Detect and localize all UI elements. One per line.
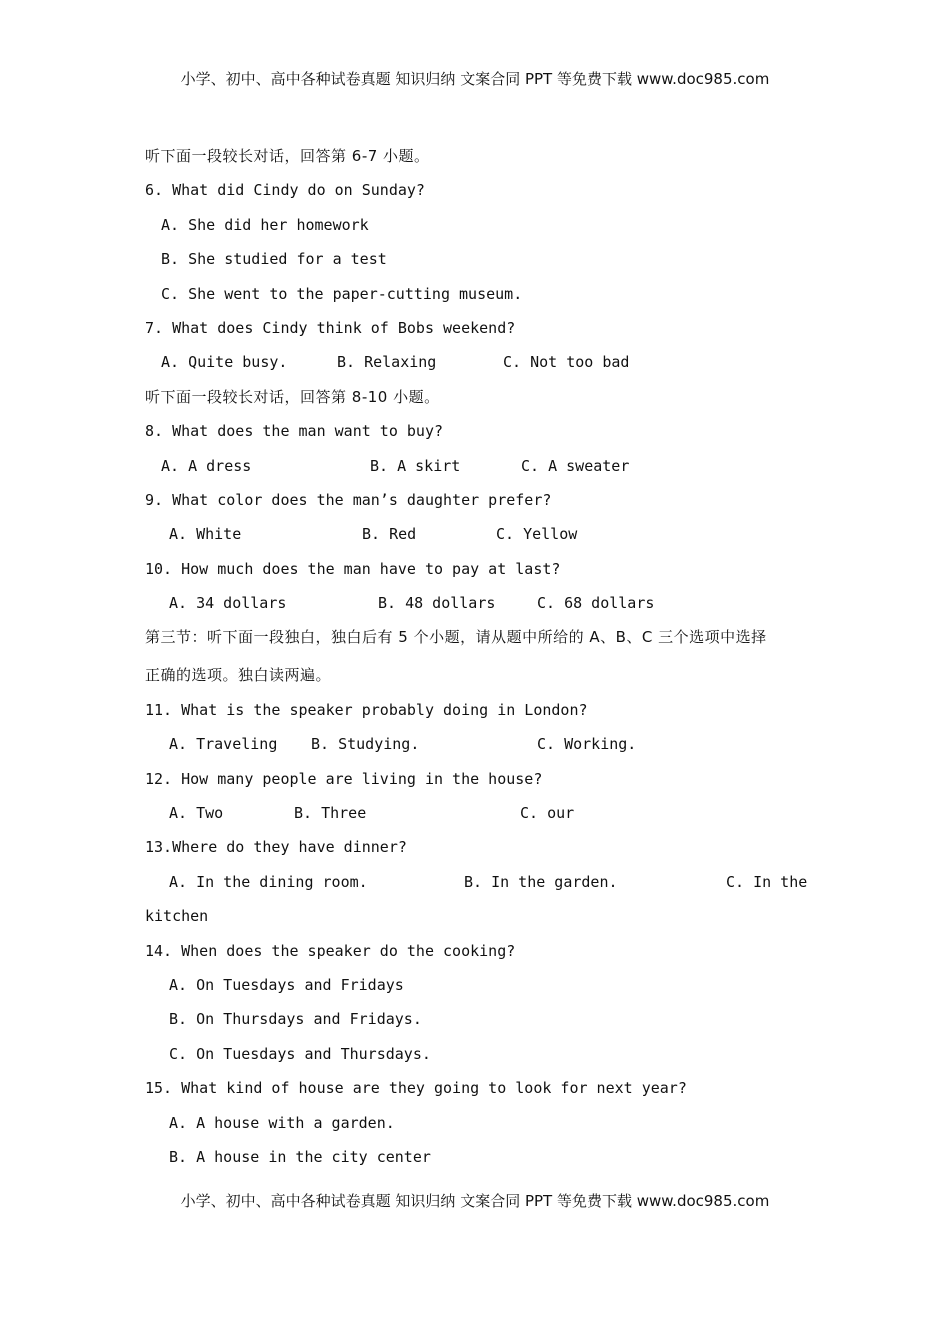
q13-option-c-continued: kitchen (145, 907, 209, 926)
q7-option-b: B. Relaxing (337, 353, 437, 372)
q6-option-c: C. She went to the paper-cutting museum. (161, 284, 523, 303)
question-11: 11. What is the speaker probably doing in London? (145, 700, 588, 719)
exam-content (145, 146, 810, 1181)
q12-option-a: A. Two (169, 804, 224, 823)
q11-option-c: C. Working. (537, 735, 637, 754)
section-instruction-6-7: 听下面一段较长对话，回答第 6-7 小题。 (145, 147, 430, 165)
question-7: 7. What does Cindy think of Bobs weekend? (145, 318, 516, 337)
q10-option-c: C. 68 dollars (537, 594, 655, 613)
q10-options (145, 593, 810, 627)
q12-option-b: B. Three (294, 804, 367, 823)
question-12: 12. How many people are living in the house? (145, 769, 543, 788)
q14-option-c: C. On Tuesdays and Thursdays. (169, 1044, 431, 1063)
q8-options (145, 456, 810, 490)
q9-option-c: C. Yellow (496, 525, 578, 544)
section-3-instruction-line-1: 第三节：听下面一段独白，独白后有 5 个小题，请从题中所给的 A、B、C 三个选项中选择 (145, 628, 767, 647)
q13-option-a: A. In the dining room. (169, 872, 368, 891)
question-13: 13.Where do they have dinner? (145, 838, 407, 857)
q9-option-a: A. White (169, 525, 242, 544)
q14-option-a: A. On Tuesdays and Fridays (169, 975, 404, 994)
q7-option-a: A. Quite busy. (161, 353, 288, 372)
question-8: 8. What does the man want to buy? (145, 422, 444, 441)
q13-option-b: B. In the garden. (464, 872, 618, 891)
q12-options (145, 803, 810, 837)
q12-option-c: C. our (520, 804, 575, 823)
question-6: 6. What did Cindy do on Sunday? (145, 181, 425, 200)
q6-option-a: A. She did her homework (161, 215, 369, 234)
question-14: 14. When does the speaker do the cooking? (145, 941, 516, 960)
q11-options (145, 734, 810, 768)
section-3-instruction-line-2: 正确的选项。独白读两遍。 (145, 666, 332, 685)
q8-option-b: B. A skirt (370, 456, 461, 475)
q13-option-c: C. In the (726, 872, 808, 891)
q8-option-c: C. A sweater (521, 456, 630, 475)
q10-option-b: B. 48 dollars (378, 594, 496, 613)
question-15: 15. What kind of house are they going to look for next year? (145, 1079, 687, 1098)
q7-options (145, 352, 810, 386)
q11-option-a: A. Traveling (169, 735, 278, 754)
q13-options (145, 872, 810, 906)
question-10: 10. How much does the man have to pay at last? (145, 559, 561, 578)
section-instruction-8-10: 听下面一段较长对话，回答第 8-10 小题。 (145, 387, 440, 406)
q15-option-b: B. A house in the city center (169, 1147, 431, 1166)
q11-option-b: B. Studying. (311, 735, 420, 754)
page-header: 小学、初中、高中各种试卷真题 知识归纳 文案合同 PPT 等免费下载 www.doc985.com (180, 70, 770, 88)
q8-option-a: A. A dress (161, 456, 252, 475)
q14-option-b: B. On Thursdays and Fridays. (169, 1010, 422, 1029)
q9-option-b: B. Red (362, 525, 417, 544)
q6-option-b: B. She studied for a test (161, 250, 387, 269)
q10-option-a: A. 34 dollars (169, 594, 287, 613)
q9-options (145, 524, 810, 558)
page-footer: 小学、初中、高中各种试卷真题 知识归纳 文案合同 PPT 等免费下载 www.doc985.com (180, 1192, 770, 1210)
question-9: 9. What color does the man’s daughter prefer? (145, 490, 552, 509)
q7-option-c: C. Not too bad (503, 353, 630, 372)
q15-option-a: A. A house with a garden. (169, 1113, 395, 1132)
